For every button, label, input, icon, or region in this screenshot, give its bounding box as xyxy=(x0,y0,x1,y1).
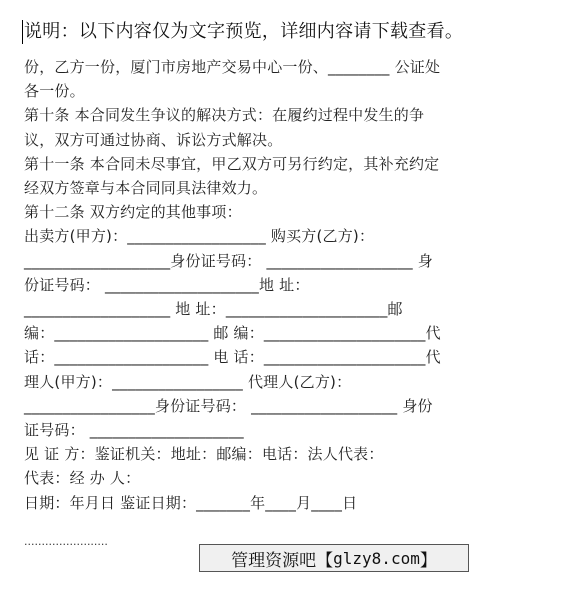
handler-line: 代表：经 办 人： xyxy=(24,469,141,488)
id-number-line: ___________________身份证号码： ___________________ 身 xyxy=(24,251,433,270)
contract-line: 经双方签章与本合同同具法律效力。 xyxy=(24,179,268,198)
source-suffix: 】 xyxy=(419,550,437,571)
contract-line: 各一份。 xyxy=(24,82,85,101)
preview-notice: 说明：以下内容仅为文字预览，详细内容请下载查看。 xyxy=(24,21,464,42)
agent-id-line: 证号码： ____________________ xyxy=(24,421,244,440)
contract-body xyxy=(24,55,564,515)
witness-line: 见 证 方：鉴证机关：地址：邮编：电话：法人代表： xyxy=(24,445,384,464)
postcode-line: 编：____________________ 邮 编：_____________________代 xyxy=(24,324,441,343)
address-line: ___________________ 地 址：_____________________邮 xyxy=(24,300,403,319)
source-site: glzy8.com xyxy=(333,548,420,568)
date-line: 日期：年月日 鉴证日期：_______年____月____日 xyxy=(24,493,358,512)
clause-10-line: 第十条 本合同发生争议的解决方式：在履约过程中发生的争 xyxy=(24,106,425,125)
contract-line: 份，乙方一份，厦门市房地产交易中心一份、________ 公证处 xyxy=(24,58,441,76)
id-address-line: 份证号码： ____________________地 址： xyxy=(24,275,310,294)
phone-line: 话：____________________ 电 话：_____________________代 xyxy=(24,348,441,367)
agent-line: 理人(甲方)：_________________ 代理人(乙方)： xyxy=(24,372,352,391)
agent-id-line: _________________身份证号码： ___________________ 身份 xyxy=(24,396,433,415)
source-prefix: 管理资源吧【 xyxy=(231,550,334,571)
source-banner[interactable] xyxy=(199,544,469,572)
seller-buyer-line: 出卖方(甲方)：__________________ 购买方(乙方)： xyxy=(24,227,375,246)
clause-11-line: 第十一条 本合同未尽事宜，甲乙双方可另行约定，其补充约定 xyxy=(24,154,440,173)
text-cursor xyxy=(22,20,23,44)
contract-line: 议，双方可通过协商、诉讼方式解决。 xyxy=(24,130,283,149)
dotted-separator: ........................ xyxy=(24,535,108,548)
clause-12-line: 第十二条 双方约定的其他事项： xyxy=(24,203,242,222)
